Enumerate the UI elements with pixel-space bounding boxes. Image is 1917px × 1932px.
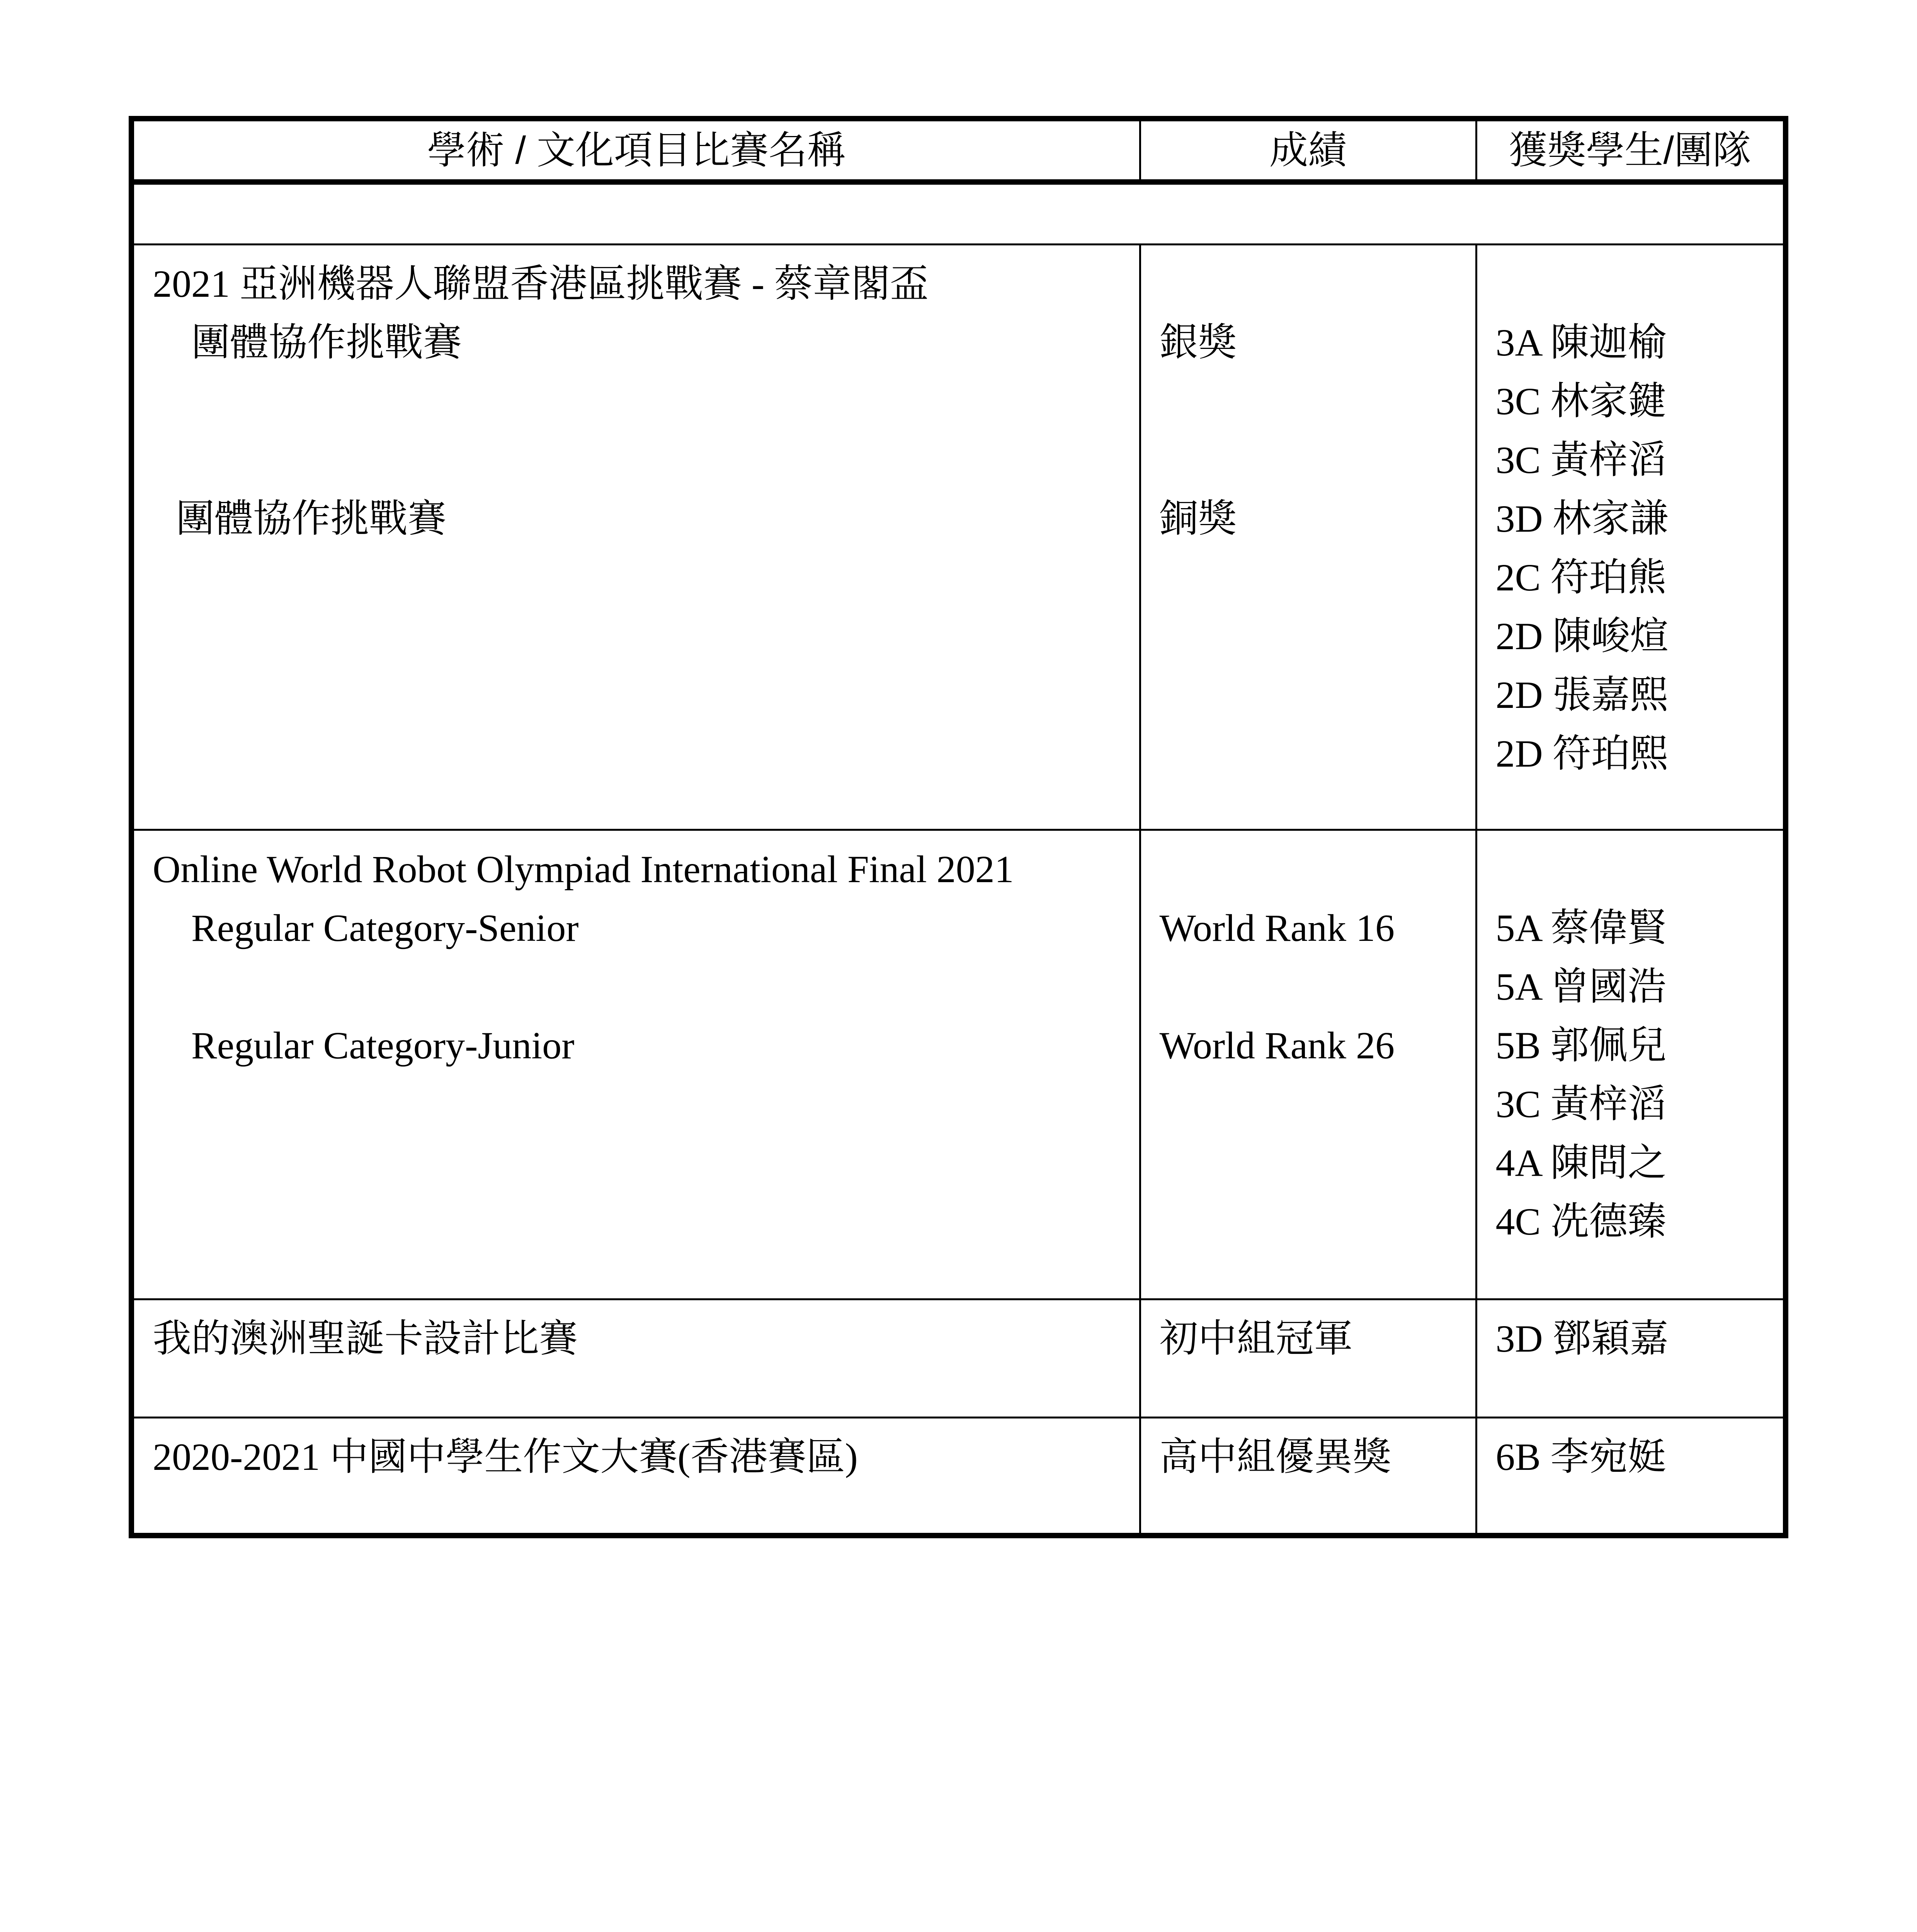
competition-cell — [131, 830, 1140, 1299]
result-value: 銅獎 — [1159, 497, 1237, 540]
table-row — [131, 1299, 1786, 1418]
result-value: 初中組冠軍 — [1159, 1317, 1353, 1361]
event-name: 團體協作挑戰賽 — [176, 497, 446, 540]
student-entry: 3D 鄧穎嘉 — [1495, 1317, 1669, 1361]
student-entry: 2D 符珀熙 — [1495, 732, 1669, 775]
winners-cell — [1476, 244, 1786, 830]
competition-cell — [131, 1299, 1140, 1418]
header-result: 成績 — [1140, 119, 1476, 182]
awards-table — [129, 116, 1788, 1538]
student-entry: 5A 曾國浩 — [1495, 965, 1667, 1009]
header-winners: 獲獎學生/團隊 — [1476, 119, 1786, 182]
result-value: 銀獎 — [1159, 321, 1237, 364]
table-row — [131, 830, 1786, 1299]
student-entry: 3D 林家謙 — [1495, 497, 1669, 540]
student-entry: 2C 符珀熊 — [1495, 556, 1667, 599]
result-cell — [1140, 244, 1476, 830]
student-entry: 3C 林家鍵 — [1495, 379, 1667, 423]
table-row — [131, 244, 1786, 830]
competition-cell — [131, 1417, 1140, 1536]
blank-cell — [131, 182, 1786, 244]
competition-name: 2020-2021 中國中學生作文大賽(香港賽區) — [153, 1435, 858, 1478]
student-entry: 3C 黃梓滔 — [1495, 1083, 1667, 1126]
result-cell — [1140, 830, 1476, 1299]
student-entry: 5B 郭佩兒 — [1495, 1024, 1667, 1067]
competition-name: 2021 亞洲機器人聯盟香港區挑戰賽 - 蔡章閣盃 — [153, 262, 929, 305]
header-competition: 學術 / 文化項目比賽名稱 — [131, 119, 1140, 182]
result-cell — [1140, 1417, 1476, 1536]
competition-name: 我的澳洲聖誕卡設計比賽 — [153, 1317, 578, 1361]
result-value: 高中組優異獎 — [1159, 1435, 1391, 1478]
winners-cell — [1476, 1417, 1786, 1536]
blank-row — [131, 182, 1786, 244]
student-entry: 2D 陳峻煊 — [1495, 614, 1669, 658]
student-entry: 3C 黃梓滔 — [1495, 438, 1667, 481]
result-value: World Rank 26 — [1159, 1024, 1395, 1067]
header-row — [131, 119, 1786, 182]
table-row — [131, 1417, 1786, 1536]
student-entry: 5A 蔡偉賢 — [1495, 906, 1667, 950]
student-entry: 2D 張嘉熙 — [1495, 673, 1669, 716]
winners-cell — [1476, 830, 1786, 1299]
competition-cell — [131, 244, 1140, 830]
student-entry: 4A 陳問之 — [1495, 1141, 1667, 1185]
result-value: World Rank 16 — [1159, 906, 1395, 950]
event-name: 團體協作挑戰賽 — [191, 321, 462, 364]
competition-name: Online World Robot Olympiad International Final 2021 — [153, 848, 1014, 891]
winners-cell — [1476, 1299, 1786, 1418]
result-cell — [1140, 1299, 1476, 1418]
student-entry: 3A 陳迦榆 — [1495, 321, 1667, 364]
event-name: Regular Category-Junior — [191, 1024, 575, 1067]
student-entry: 4C 冼德臻 — [1495, 1200, 1667, 1243]
event-name: Regular Category-Senior — [191, 906, 579, 950]
student-entry: 6B 李宛娗 — [1495, 1435, 1667, 1478]
